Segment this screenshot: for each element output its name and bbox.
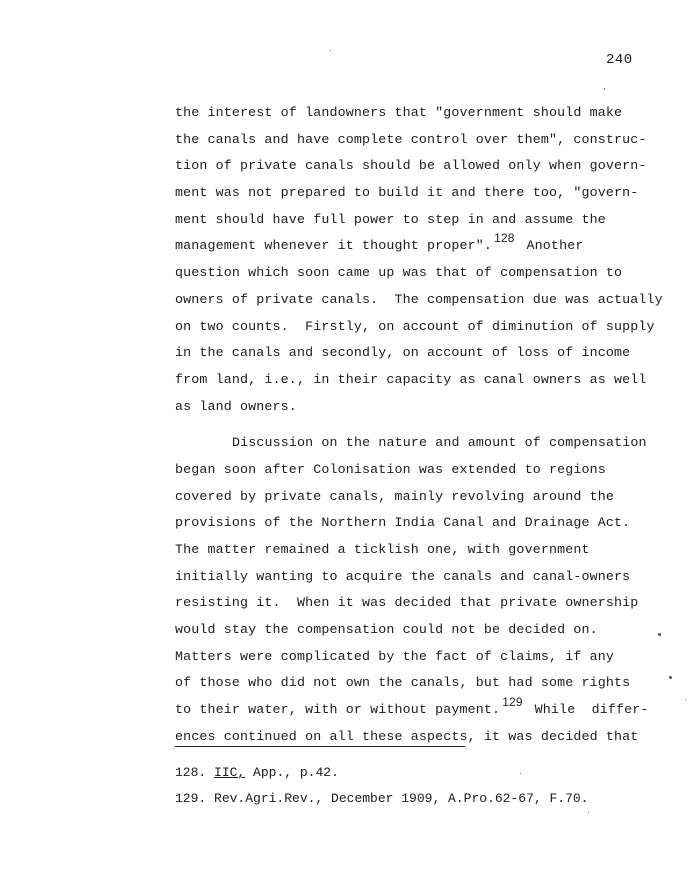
text-line: ences continued on all these aspects, it was decided that bbox=[175, 728, 639, 744]
text-line: the interest of landowners that "government should make bbox=[175, 105, 623, 120]
scan-speck bbox=[604, 88, 605, 90]
scan-speck bbox=[588, 812, 589, 813]
text-line: ment was not prepared to build it and there too, "govern- bbox=[175, 185, 639, 201]
footnote-number: 128. bbox=[175, 765, 207, 780]
footnotes bbox=[175, 760, 588, 812]
text-line: owners of private canals. The compensation due was actually bbox=[175, 291, 663, 307]
text-line: initially wanting to acquire the canals and canal-owners bbox=[175, 568, 631, 584]
text-line: resisting it. When it was decided that private ownership bbox=[175, 595, 639, 611]
page-number: 240 bbox=[606, 52, 633, 68]
text-line: Matters were complicated by the fact of claims, if any bbox=[175, 648, 614, 664]
text-line: in the canals and secondly, on account of loss of income bbox=[175, 345, 631, 361]
footnote-ref-129[interactable]: 129 bbox=[502, 695, 523, 710]
scan-speck bbox=[330, 50, 331, 51]
paragraph-2 bbox=[175, 430, 675, 750]
text-line: ment should have full power to step in and assume the bbox=[175, 211, 606, 227]
text-segment: to their water, with or without payment. bbox=[175, 702, 501, 718]
footnote-128 bbox=[175, 760, 588, 786]
text-line: from land, i.e., in their capacity as canal owners as well bbox=[175, 371, 647, 387]
footnote-ref-128[interactable]: 128 bbox=[494, 231, 515, 246]
text-line: on two counts. Firstly, on account of diminution of supply bbox=[175, 318, 655, 334]
text-line-with-footnote bbox=[175, 697, 675, 724]
body-text bbox=[175, 100, 675, 751]
scan-speck bbox=[658, 633, 661, 636]
text-line: of those who did not own the canals, but had some rights bbox=[175, 675, 631, 691]
footnote-number: 129. bbox=[175, 791, 207, 806]
text-line: as land owners. bbox=[175, 398, 297, 414]
footnote-separator bbox=[175, 746, 465, 747]
scan-speck bbox=[685, 699, 686, 700]
text-line: tion of private canals should be allowed only when govern- bbox=[175, 158, 647, 174]
text-segment: management whenever it thought proper". bbox=[175, 238, 493, 254]
text-line: The matter remained a ticklish one, with government bbox=[175, 542, 590, 557]
text-line: would stay the compensation could not be decided on. bbox=[175, 622, 598, 638]
text-line: question which soon came up was that of compensation to bbox=[175, 265, 623, 281]
text-line-with-footnote bbox=[175, 233, 675, 260]
text-line: provisions of the Northern India Canal and Drainage Act. bbox=[175, 515, 631, 531]
text-line: covered by private canals, mainly revolving around the bbox=[175, 488, 614, 504]
text-line: Discussion on the nature and amount of compensation bbox=[232, 435, 647, 451]
text-segment: While differ- bbox=[534, 702, 649, 718]
scan-speck bbox=[669, 676, 672, 679]
footnote-text: Rev.Agri.Rev., December 1909, A.Pro.62-67, F.70. bbox=[206, 791, 589, 806]
paragraph-1 bbox=[175, 100, 675, 420]
footnote-source: IIC, bbox=[214, 765, 246, 780]
footnote-129 bbox=[175, 786, 588, 812]
scan-speck bbox=[520, 773, 521, 774]
footnote-text: App., p.42. bbox=[245, 765, 339, 780]
text-segment: Another bbox=[526, 238, 584, 254]
text-line: the canals and have complete control over them", construc- bbox=[175, 131, 647, 147]
text-line: began soon after Colonisation was extended to regions bbox=[175, 461, 606, 477]
